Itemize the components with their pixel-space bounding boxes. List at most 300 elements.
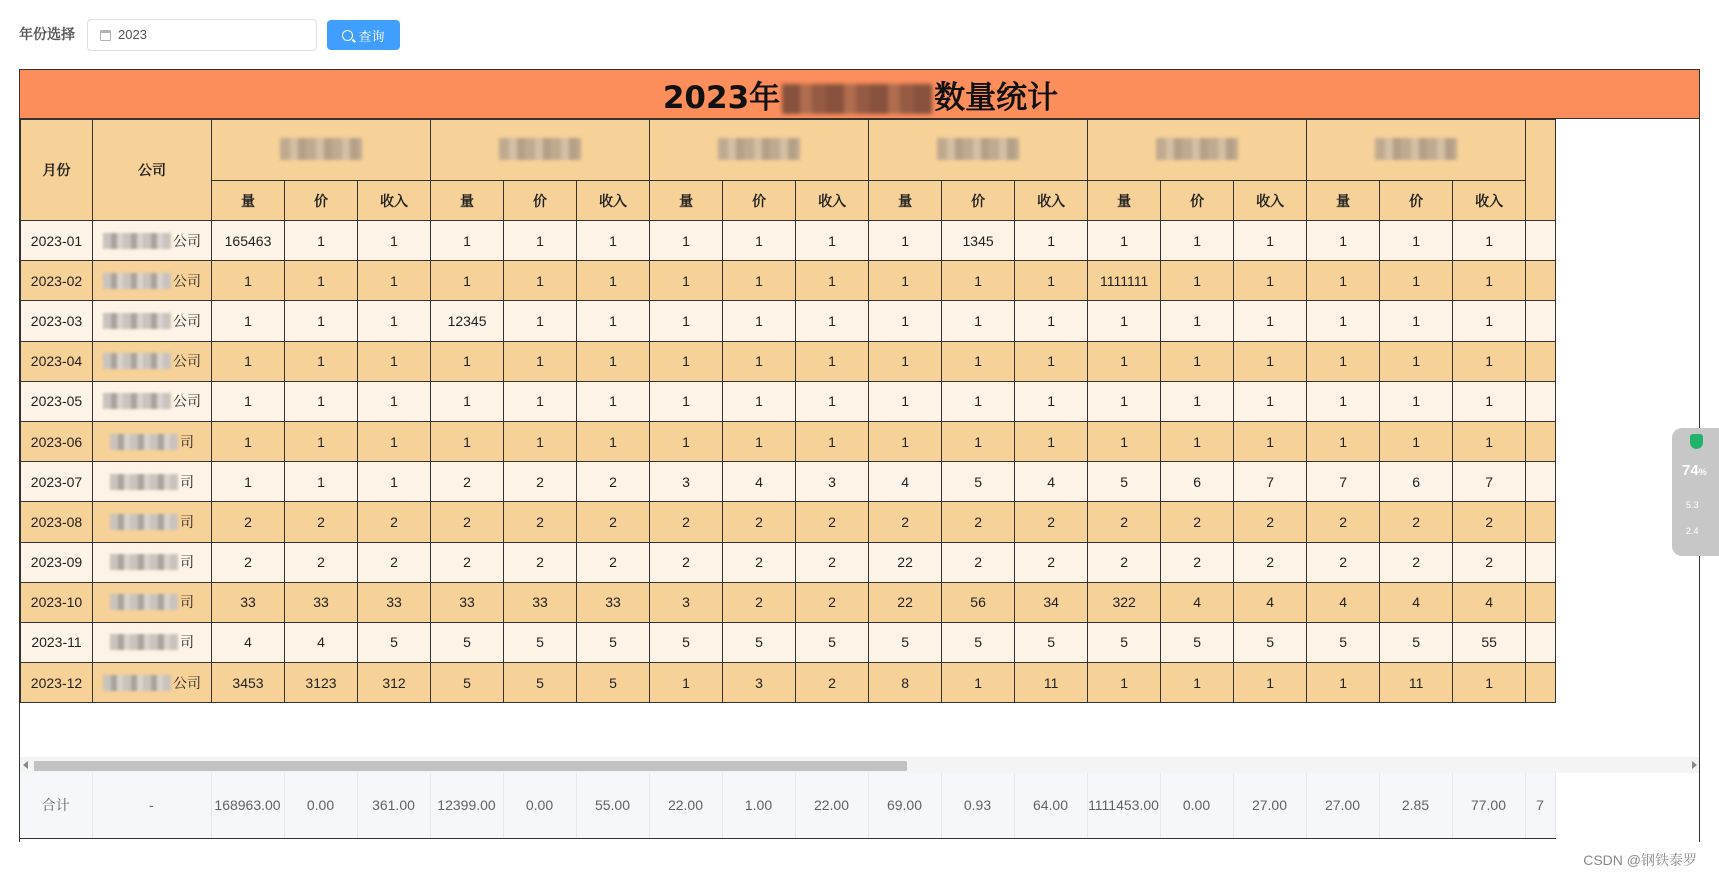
value-cell: 2 [358,542,431,582]
subheader-price: 价 [504,181,577,221]
value-cell: 1 [1453,381,1526,421]
redacted-product-name [280,138,362,160]
redacted-company-name [103,313,171,329]
redacted-company-name [110,514,178,530]
value-cell: 1 [1307,221,1380,261]
value-cell: 1 [1161,341,1234,381]
value-cell: 1 [1234,261,1307,301]
value-cell: 34 [1015,582,1088,622]
company-suffix: 司 [180,634,194,651]
value-cell: 1 [285,341,358,381]
value-cell: 1 [577,301,650,341]
redacted-company-name [103,233,171,249]
value-cell: 3123 [285,663,358,703]
value-cell: 4 [212,622,285,662]
value-cell: 5 [358,622,431,662]
value-cell: 1 [942,663,1015,703]
value-cell: 1 [358,301,431,341]
value-cell: 1 [650,221,723,261]
totals-row [20,773,1555,838]
value-cell: 1 [1015,221,1088,261]
value-cell: 1 [869,421,942,461]
total-value-cell: 0.00 [284,773,357,838]
table-row [21,462,1556,502]
value-cell: 1 [869,381,942,421]
value-cell: 1345 [942,221,1015,261]
value-cell: 2 [504,462,577,502]
subheader-quantity: 量 [1088,181,1161,221]
value-cell: 5 [723,622,796,662]
value-cell: 2 [650,542,723,582]
value-cell: 2 [358,502,431,542]
value-cell: 4 [723,462,796,502]
table-row [21,421,1556,461]
value-cell: 1 [431,261,504,301]
value-cell: 1 [1453,301,1526,341]
value-cell: 1 [869,261,942,301]
value-cell: 1 [1015,301,1088,341]
value-cell: 1 [431,381,504,421]
company-cell [93,542,212,582]
company-cell [93,462,212,502]
header-product-group [869,120,1088,181]
value-cell: 5 [1015,622,1088,662]
header-company: 公司 [93,120,212,221]
total-value-cell: 64.00 [1014,773,1087,838]
company-suffix: 公司 [173,674,201,691]
table-row [21,261,1556,301]
value-cell: 1 [1453,421,1526,461]
company-suffix: 司 [180,554,194,571]
redacted-product-name [1375,138,1457,160]
value-cell: 1 [1234,421,1307,461]
month-cell: 2023-03 [21,301,93,341]
total-value-cell: 1.00 [722,773,795,838]
value-cell: 3453 [212,663,285,703]
value-cell: 2 [212,542,285,582]
table-row [21,341,1556,381]
value-cell: 1 [869,221,942,261]
value-cell: 2 [504,502,577,542]
overflow-cell [1526,582,1556,622]
horizontal-scrollbar[interactable] [20,757,1700,773]
value-cell: 1 [577,341,650,381]
value-cell: 1 [285,221,358,261]
month-cell: 2023-10 [21,582,93,622]
value-cell: 1 [1161,381,1234,421]
value-cell: 1 [1307,381,1380,421]
value-cell: 1 [431,221,504,261]
value-cell: 1 [212,462,285,502]
value-cell: 2 [285,542,358,582]
total-value-cell: 2.85 [1379,773,1452,838]
company-suffix: 公司 [173,393,201,410]
value-cell: 5 [1088,622,1161,662]
value-cell: 5 [504,663,577,703]
header-product-group [1088,120,1307,181]
value-cell: 1 [650,381,723,421]
month-cell: 2023-11 [21,622,93,662]
value-cell: 1 [796,381,869,421]
filter-bar [0,0,1719,68]
value-cell: 1 [212,341,285,381]
search-icon [342,30,353,41]
value-cell: 2 [431,462,504,502]
value-cell: 1 [650,421,723,461]
value-cell: 1 [285,301,358,341]
total-value-cell: 0.00 [503,773,576,838]
table-row [21,301,1556,341]
company-cell [93,582,212,622]
value-cell: 5 [1307,622,1380,662]
value-cell: 1 [504,381,577,421]
month-cell: 2023-05 [21,381,93,421]
value-cell: 1 [650,341,723,381]
value-cell: 3 [796,462,869,502]
value-cell: 2 [942,502,1015,542]
table-row [21,381,1556,421]
download-speed: 2.4 [1686,526,1699,536]
redacted-company-name [103,393,171,409]
value-cell: 2 [796,582,869,622]
value-cell: 1 [1453,341,1526,381]
value-cell: 322 [1088,582,1161,622]
value-cell: 1 [358,421,431,461]
value-cell: 2 [1161,542,1234,582]
value-cell: 1 [723,421,796,461]
value-cell: 22 [869,582,942,622]
shield-icon [1690,434,1703,449]
redacted-company-name [110,474,178,490]
overflow-cell [1526,622,1556,662]
total-value-cell: 22.00 [795,773,868,838]
company-cell [93,663,212,703]
value-cell: 1 [723,221,796,261]
value-cell: 33 [212,582,285,622]
value-cell: 2 [1088,502,1161,542]
value-cell: 1 [212,261,285,301]
total-value-cell: 69.00 [868,773,941,838]
overflow-cell [1526,542,1556,582]
value-cell: 11 [1015,663,1088,703]
value-cell: 1 [504,421,577,461]
data-table [20,119,1556,703]
value-cell: 1 [285,381,358,421]
value-cell: 1 [431,341,504,381]
redacted-product-name [718,138,800,160]
month-cell: 2023-07 [21,462,93,502]
value-cell: 1 [1380,421,1453,461]
redacted-product-name [1156,138,1238,160]
subheader-revenue: 收入 [1015,181,1088,221]
value-cell: 2 [431,502,504,542]
value-cell: 5 [942,462,1015,502]
value-cell: 1 [942,381,1015,421]
value-cell: 5 [869,622,942,662]
value-cell: 6 [1161,462,1234,502]
value-cell: 2 [1380,502,1453,542]
value-cell: 1 [1161,221,1234,261]
value-cell: 1 [1380,301,1453,341]
value-cell: 2 [1234,502,1307,542]
company-suffix: 公司 [173,232,201,249]
scrollbar-thumb[interactable] [34,761,907,771]
company-suffix: 司 [180,513,194,530]
report-title-bar [20,69,1700,119]
table-row [21,622,1556,662]
company-suffix: 司 [180,594,194,611]
value-cell: 2 [1234,542,1307,582]
value-cell: 1 [431,421,504,461]
value-cell: 2 [504,542,577,582]
overflow-cell [1526,301,1556,341]
value-cell: 5 [431,663,504,703]
calendar-icon [100,30,111,41]
value-cell: 1 [358,261,431,301]
value-cell: 1 [358,341,431,381]
value-cell: 312 [358,663,431,703]
total-value-cell: 168963.00 [211,773,284,838]
value-cell: 2 [1161,502,1234,542]
value-cell: 1 [504,261,577,301]
value-cell: 1 [723,341,796,381]
value-cell: 1 [1088,663,1161,703]
total-value-cell: 77.00 [1452,773,1525,838]
subheader-revenue: 收入 [1453,181,1526,221]
value-cell: 5 [650,622,723,662]
value-cell: 1 [1161,421,1234,461]
value-cell: 5 [504,622,577,662]
value-cell: 1 [796,421,869,461]
value-cell: 1 [796,261,869,301]
value-cell: 4 [869,462,942,502]
value-cell: 2 [1307,502,1380,542]
header-product-group [1307,120,1526,181]
value-cell: 1 [796,301,869,341]
overflow-cell [1526,261,1556,301]
overflow-cell [1526,381,1556,421]
value-cell: 1 [504,341,577,381]
value-cell: 1 [1307,261,1380,301]
value-cell: 2 [212,502,285,542]
value-cell: 2 [796,542,869,582]
value-cell: 1 [285,462,358,502]
value-cell: 8 [869,663,942,703]
value-cell: 4 [1234,582,1307,622]
month-cell: 2023-12 [21,663,93,703]
value-cell: 5 [577,663,650,703]
total-value-cell: 361.00 [357,773,430,838]
month-cell: 2023-06 [21,421,93,461]
scroll-right-arrow-icon[interactable] [1692,761,1697,769]
subheader-quantity: 量 [650,181,723,221]
overflow-cell [1526,502,1556,542]
report-title-suffix: 数量统计 [934,79,1059,116]
value-cell: 2 [577,542,650,582]
company-cell [93,341,212,381]
value-cell: 2 [1307,542,1380,582]
subheader-price: 价 [942,181,1015,221]
value-cell: 1 [1015,261,1088,301]
value-cell: 2 [796,663,869,703]
value-cell: 3 [723,663,796,703]
value-cell: 1 [577,381,650,421]
subheader-revenue: 收入 [577,181,650,221]
value-cell: 4 [1307,582,1380,622]
subheader-price: 价 [285,181,358,221]
value-cell: 1 [1234,301,1307,341]
value-cell: 1 [1088,221,1161,261]
subheader-revenue: 收入 [1234,181,1307,221]
value-cell: 1 [942,421,1015,461]
subheader-quantity: 量 [869,181,942,221]
value-cell: 1 [723,261,796,301]
value-cell: 1 [869,341,942,381]
value-cell: 1 [650,301,723,341]
value-cell: 1111111 [1088,261,1161,301]
value-cell: 5 [942,622,1015,662]
value-cell: 33 [358,582,431,622]
value-cell: 1 [285,261,358,301]
value-cell: 1 [942,341,1015,381]
company-suffix: 司 [180,433,194,450]
value-cell: 4 [285,622,358,662]
value-cell: 1 [796,221,869,261]
value-cell: 1 [1307,421,1380,461]
search-button[interactable] [327,20,400,50]
overflow-cell [1526,663,1556,703]
value-cell: 2 [723,542,796,582]
total-value-cell: 0.00 [1160,773,1233,838]
value-cell: 1 [1088,341,1161,381]
value-cell: 1 [1453,261,1526,301]
value-cell: 1 [1380,341,1453,381]
network-speed-widget[interactable] [1672,428,1719,556]
value-cell: 1 [1380,381,1453,421]
value-cell: 1 [650,261,723,301]
value-cell: 2 [431,542,504,582]
month-cell: 2023-04 [21,341,93,381]
value-cell: 1 [212,301,285,341]
total-value-cell: 0.93 [941,773,1014,838]
value-cell: 1 [358,381,431,421]
header-month: 月份 [21,120,93,221]
value-cell: 2 [1088,542,1161,582]
company-suffix: 公司 [173,272,201,289]
total-value-cell: 27.00 [1233,773,1306,838]
value-cell: 3 [650,462,723,502]
company-suffix: 公司 [173,353,201,370]
value-cell: 2 [723,582,796,622]
total-value-cell: 12399.00 [430,773,503,838]
value-cell: 1 [1307,341,1380,381]
value-cell: 1 [1088,301,1161,341]
header-product-group [431,120,650,181]
value-cell: 1 [723,381,796,421]
value-cell: 1 [504,301,577,341]
value-cell: 3 [650,582,723,622]
value-cell: 1 [869,301,942,341]
value-cell: 1 [1380,221,1453,261]
value-cell: 5 [1234,622,1307,662]
value-cell: 1 [1015,341,1088,381]
value-cell: 1 [1380,261,1453,301]
value-cell: 4 [1380,582,1453,622]
value-cell: 7 [1234,462,1307,502]
subheader-quantity: 量 [212,181,285,221]
year-picker-input[interactable] [87,19,317,51]
total-value-cell: 7 [1525,773,1555,838]
value-cell: 1 [1234,221,1307,261]
total-value-cell: 22.00 [649,773,722,838]
value-cell: 1 [1453,221,1526,261]
value-cell: 1 [650,663,723,703]
total-value-cell: 27.00 [1306,773,1379,838]
report-title [663,72,1058,117]
value-cell: 1 [723,301,796,341]
redacted-product-name [937,138,1019,160]
value-cell: 4 [1453,582,1526,622]
header-product-group [650,120,869,181]
redacted-company-name [103,353,171,369]
value-cell: 5 [796,622,869,662]
value-cell: 1 [1015,421,1088,461]
month-cell: 2023-08 [21,502,93,542]
overflow-cell [1526,462,1556,502]
redacted-company-name [103,675,171,691]
search-button-label: 查询 [358,28,385,44]
total-value-cell: 55.00 [576,773,649,838]
value-cell: 1 [1161,663,1234,703]
value-cell: 4 [1161,582,1234,622]
value-cell: 2 [650,502,723,542]
value-cell: 7 [1307,462,1380,502]
value-cell: 2 [1453,502,1526,542]
value-cell: 2 [796,502,869,542]
value-cell: 1 [358,462,431,502]
value-cell: 1 [1234,663,1307,703]
value-cell: 1 [1234,341,1307,381]
value-cell: 1 [1307,663,1380,703]
report-table-container [19,69,1700,842]
value-cell: 1 [1161,301,1234,341]
scroll-left-arrow-icon[interactable] [23,761,28,769]
value-cell: 5 [431,622,504,662]
redacted-company-name [110,434,178,450]
value-cell: 1 [212,421,285,461]
watermark-credit: CSDN @钢铁泰罗 [1583,852,1697,868]
value-cell: 1 [942,301,1015,341]
value-cell: 33 [285,582,358,622]
value-cell: 1 [285,421,358,461]
value-cell: 11 [1380,663,1453,703]
value-cell: 12345 [431,301,504,341]
value-cell: 2 [577,502,650,542]
value-cell: 1 [1015,381,1088,421]
company-suffix: 公司 [173,312,201,329]
table-row [21,221,1556,261]
subheader-price: 价 [1161,181,1234,221]
value-cell: 165463 [212,221,285,261]
value-cell: 1 [358,221,431,261]
header-overflow [1526,120,1556,221]
redacted-company-name [110,634,178,650]
value-cell: 1 [577,421,650,461]
subheader-revenue: 收入 [358,181,431,221]
year-value: 2023 [118,27,147,42]
table-row [21,542,1556,582]
widget-percent: 74% [1682,462,1707,479]
